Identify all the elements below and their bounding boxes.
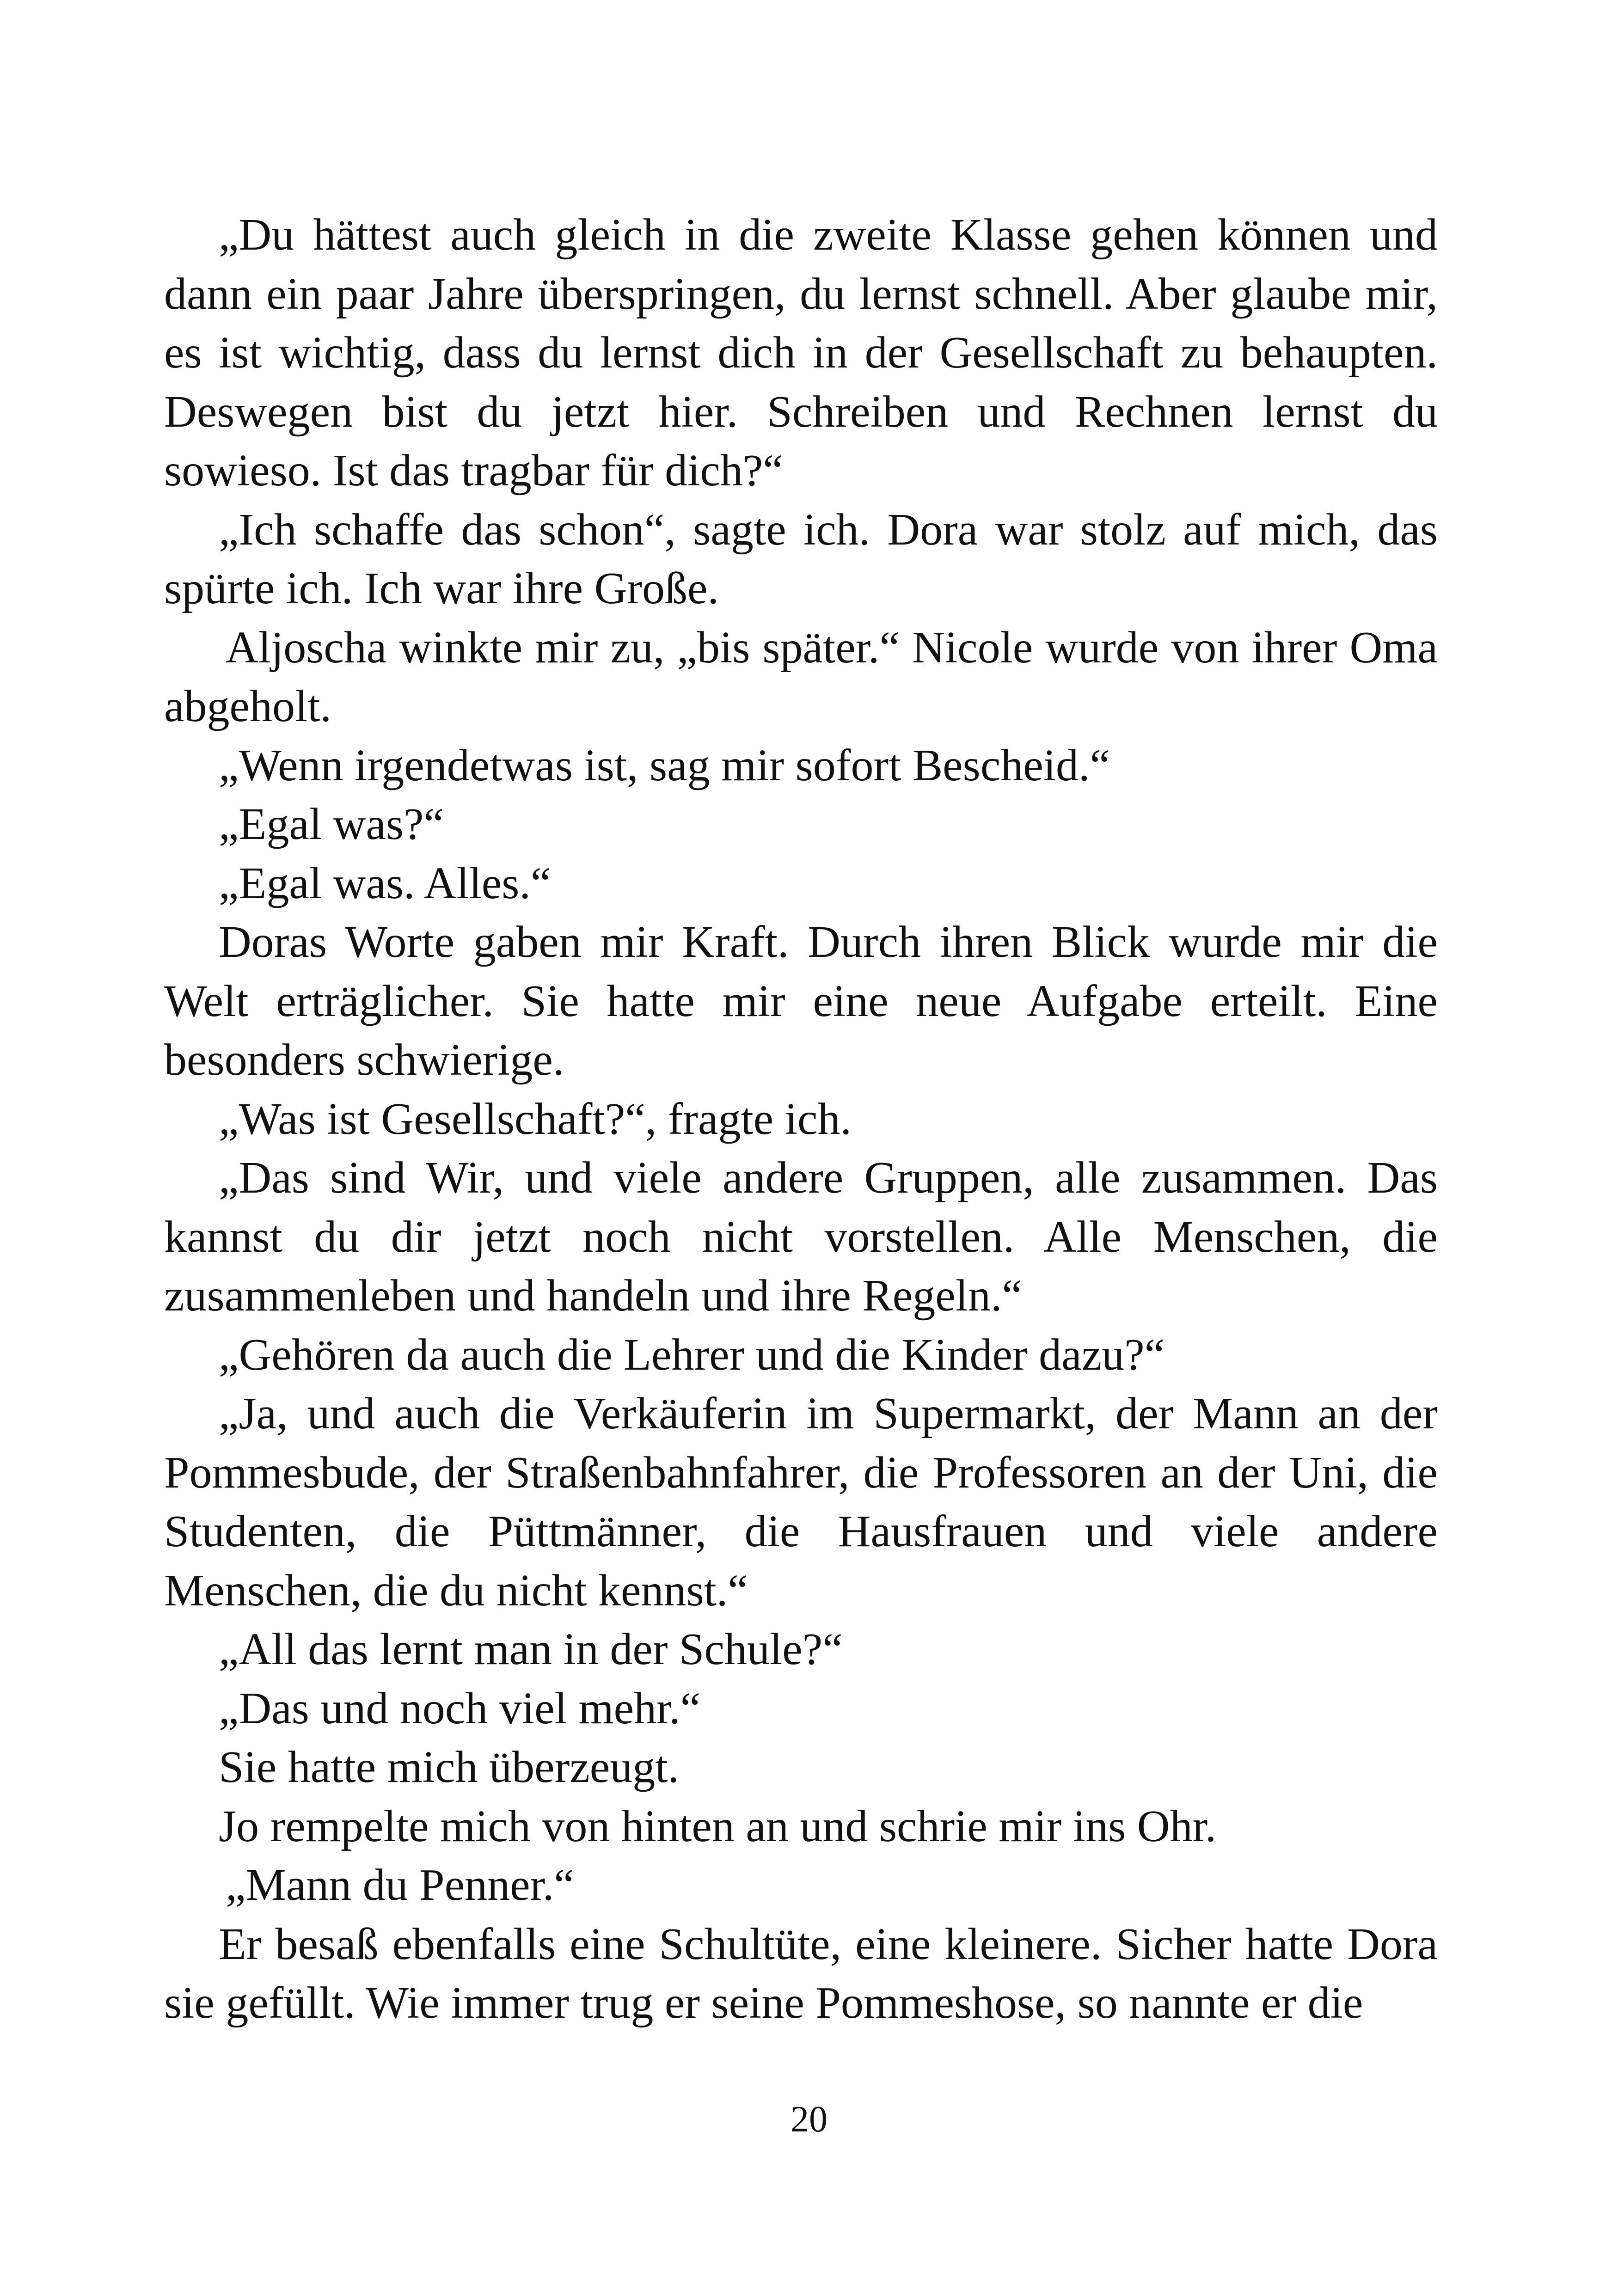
paragraph-12: „All das lernt man in der Schule?“	[219, 1624, 843, 1674]
paragraph-16: „Mann du Penner.“	[226, 1860, 574, 1910]
page-number: 20	[791, 2099, 827, 2140]
paragraph-3: Aljoscha winkte mir zu, „bis später.“ Nicole wurde von ihrer Oma abgeholt.	[164, 622, 1438, 731]
paragraph-10: „Gehören da auch die Lehrer und die Kinder dazu?“	[219, 1329, 1165, 1380]
paragraph-1: „Du hättest auch gleich in die zweite Klasse gehen können und dann ein paar Jahre überspringen, du lernst schnell. Aber glaube mir, es ist wichtig, dass du lernst dich in der Gesellschaft zu behaupten. Deswegen bist du jetzt hier. Schreiben und Rechnen lernst du sowieso. Ist das tragbar für dich?“	[164, 210, 1438, 496]
paragraph-14: Sie hatte mich überzeugt.	[219, 1742, 679, 1792]
body-text	[164, 206, 1438, 2033]
paragraph-2: „Ich schaffe das schon“, sagte ich. Dora war stolz auf mich, das spürte ich. Ich war ihre Große.	[164, 504, 1438, 613]
paragraph-15: Jo rempelte mich von hinten an und schrie mir ins Ohr.	[219, 1801, 1217, 1851]
paragraph-5: „Egal was?“	[219, 799, 444, 849]
paragraph-4: „Wenn irgendetwas ist, sag mir sofort Bescheid.“	[219, 740, 1110, 790]
paragraph-7: Doras Worte gaben mir Kraft. Durch ihren Blick wurde mir die Welt erträglicher. Sie hatte mir eine neue Aufgabe erteilt. Eine besonders schwierige.	[164, 917, 1438, 1085]
paragraph-9: „Das sind Wir, und viele andere Gruppen, alle zusammen. Das kannst du dir jetzt noch nicht vorstellen. Alle Menschen, die zusammenleben und handeln und ihre Regeln.“	[164, 1153, 1438, 1321]
paragraph-17: Er besaß ebenfalls eine Schultüte, eine kleinere. Sicher hatte Dora sie gefüllt. Wie immer trug er seine Pommeshose, so nannte er die	[164, 1919, 1438, 2028]
paragraph-8: „Was ist Gesellschaft?“, fragte ich.	[219, 1094, 852, 1144]
paragraph-6: „Egal was. Alles.“	[219, 858, 551, 908]
paragraph-13: „Das und noch viel mehr.“	[219, 1683, 701, 1733]
paragraph-11: „Ja, und auch die Verkäuferin im Supermarkt, der Mann an der Pommesbude, der Straßenbahnfahrer, die Professoren an der Uni, die Studenten, die Püttmänner, die Hausfrauen und viele andere Menschen, die du nicht kennst.“	[164, 1389, 1438, 1616]
